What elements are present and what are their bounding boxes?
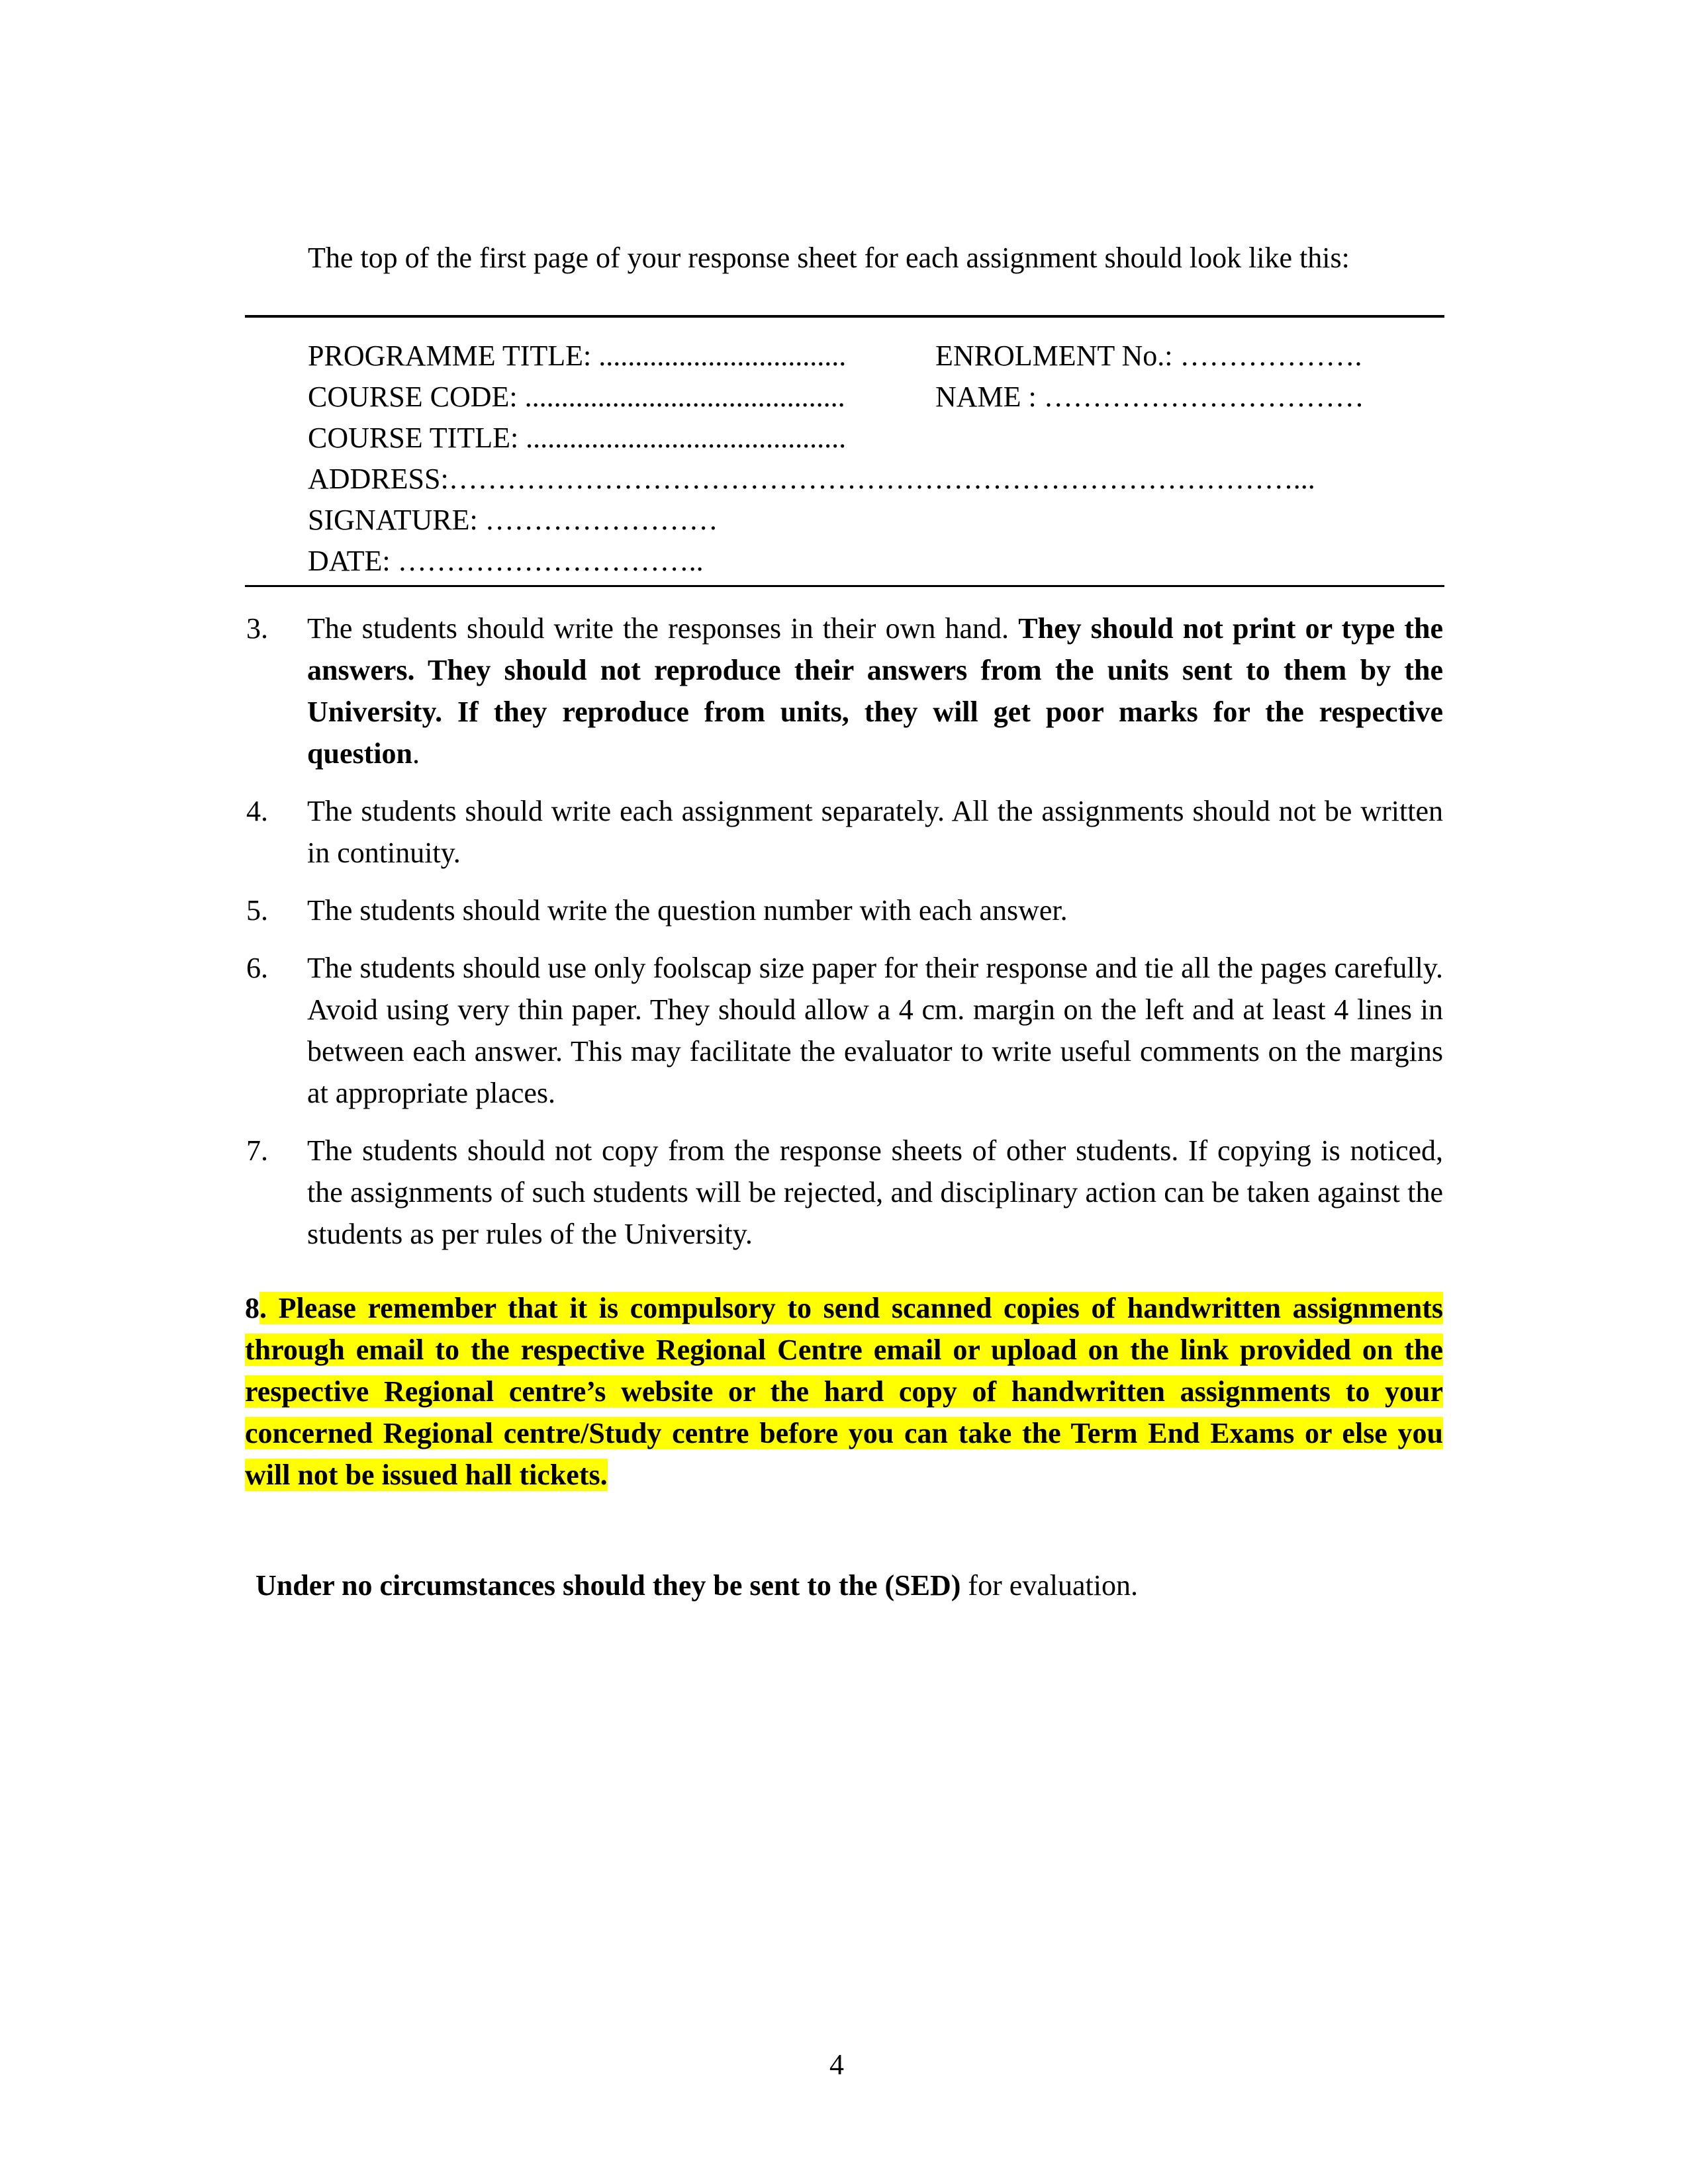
course-title-field: COURSE TITLE: ............................................ bbox=[308, 422, 847, 454]
intro-text: The top of the first page of your response sheet for each assignment should look like this: bbox=[308, 242, 1350, 274]
item-number: 7. bbox=[246, 1134, 268, 1167]
course-code-field: COURSE CODE: ............................................ bbox=[308, 381, 845, 413]
page-number: 4 bbox=[829, 2048, 844, 2081]
item-text: The students should write each assignment separately. All the assignments should not be written in continuity. bbox=[307, 795, 1443, 869]
instruction-list bbox=[246, 608, 1443, 1271]
item-text: The students should use only foolscap size paper for their response and tie all the pages carefully. Avoid using very thin paper. They should allow a 4 cm. margin on the left and at least 4 lines in between each answer. This may facilitate the evaluator to write useful comments on the margins at appropriate places. bbox=[307, 952, 1443, 1109]
highlighted-text: . Please remember that it is compulsory to send scanned copies of handwritten assignments through email to the respective Regional Centre email or upload on the link provided on the respective Regional centre’s website or the hard copy of handwritten assignments to your concerned Regional centre/Study centre before you can take the Term End Exams or else you will not be issued hall tickets. bbox=[245, 1292, 1443, 1491]
highlighted-instruction bbox=[245, 1287, 1443, 1496]
item-tail-text: . bbox=[412, 737, 420, 770]
footer-note-plain: for evaluation. bbox=[961, 1569, 1138, 1602]
enrolment-no-field: ENROLMENT No.: ………………. bbox=[935, 340, 1362, 372]
item-number: 6. bbox=[246, 952, 268, 984]
instruction-item bbox=[246, 608, 1443, 774]
name-field: NAME : …………………………… bbox=[935, 381, 1364, 413]
item-text bbox=[307, 608, 1443, 774]
date-field: DATE: ………………………….. bbox=[308, 545, 704, 577]
item-number: 3. bbox=[246, 612, 268, 645]
instruction-item bbox=[246, 947, 1443, 1114]
item-bold-text: They should not print or type the answers. They should not reproduce their answers from the units sent to them by the University. If they reproduce from units, they will get poor marks for the respective question bbox=[307, 612, 1443, 770]
header-top-rule bbox=[245, 315, 1444, 318]
highlight-item-number: 8 bbox=[245, 1292, 259, 1324]
item-number: 4. bbox=[246, 795, 268, 827]
footer-note-bold: Under no circumstances should they be sent to the (SED) bbox=[256, 1569, 961, 1602]
instruction-item bbox=[246, 889, 1443, 931]
item-text: The students should not copy from the response sheets of other students. If copying is noticed, the assignments of such students will be rejected, and disciplinary action can be taken against the students as per rules of the University. bbox=[307, 1134, 1443, 1250]
address-field: ADDRESS:……………………………………………………………………………... bbox=[308, 463, 1315, 495]
footer-note bbox=[256, 1566, 1138, 1606]
header-bottom-rule bbox=[245, 585, 1444, 587]
item-number: 5. bbox=[246, 894, 268, 927]
signature-field: SIGNATURE: …………………… bbox=[308, 504, 718, 536]
item-text: The students should write the question number with each answer. bbox=[307, 894, 1068, 927]
instruction-item bbox=[246, 790, 1443, 874]
programme-title-field: PROGRAMME TITLE: .................................. bbox=[308, 340, 847, 372]
instruction-item bbox=[246, 1130, 1443, 1255]
item-plain-text: The students should write the responses in their own hand. bbox=[307, 612, 1019, 645]
